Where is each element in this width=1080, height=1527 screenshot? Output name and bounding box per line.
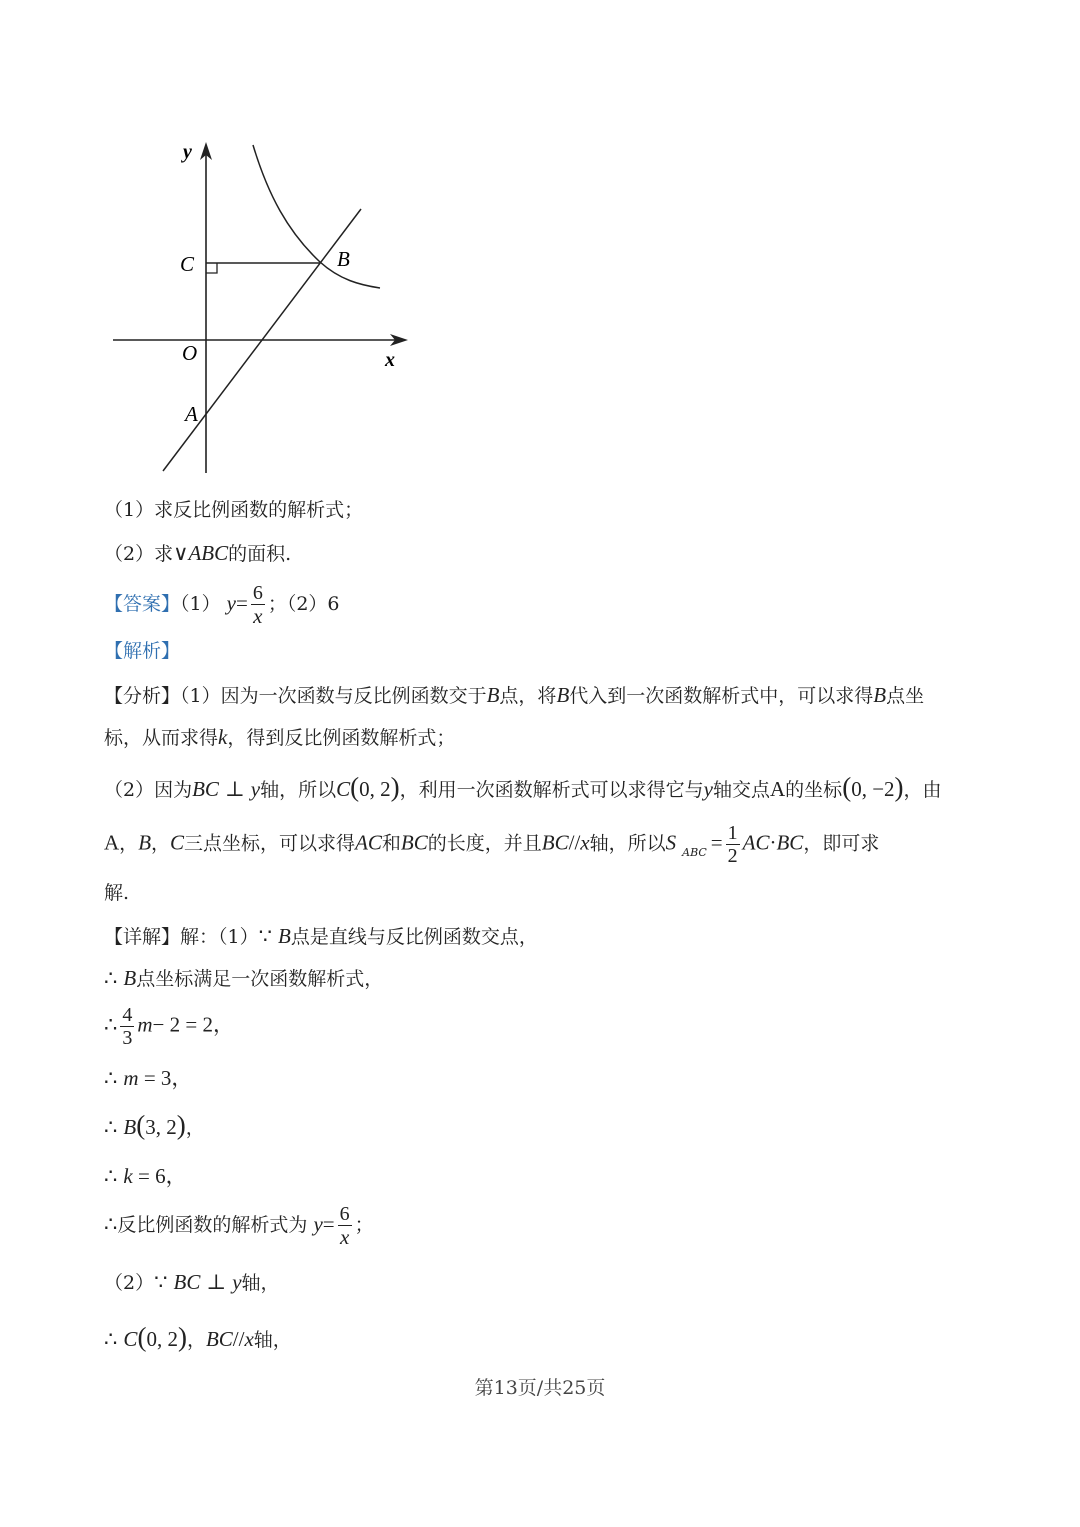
fenxi-l4-BC2: BC	[541, 830, 569, 855]
fenxi-l4-AC: AC	[355, 830, 382, 855]
detail-line-5	[104, 1112, 205, 1139]
detail-l7-therefore: ∴	[104, 1212, 118, 1237]
fenxi-l2-a: 标，从而求得	[104, 727, 219, 749]
detail-l3-den: 3	[122, 1027, 133, 1049]
question-1-text: （1）求反比例函数的解析式；	[104, 499, 364, 521]
detail-l7-num: 6	[339, 1203, 350, 1225]
fenxi-line-5	[104, 884, 129, 903]
fenxi-line-1	[104, 685, 924, 706]
detail-line-9	[104, 1324, 292, 1351]
fenxi-l3-open2: (	[842, 772, 852, 802]
fenxi-l1-b: 点，将	[499, 685, 557, 707]
detail-l8-b: 轴，	[241, 1272, 280, 1294]
fenxi-l4-AC2: AC	[742, 830, 770, 855]
detail-l1-because: ∵	[258, 924, 272, 948]
answer-fraction	[251, 582, 265, 628]
fenxi-l4-half-num: 1	[727, 822, 738, 844]
detail-l1-B: B	[278, 924, 291, 948]
answer-line	[104, 582, 340, 628]
detail-line-7	[104, 1203, 374, 1249]
fenxi-l4-comma1: ，	[119, 832, 139, 855]
fenxi-l1-a: 【分析】（1）因为一次函数与反比例函数交于	[104, 685, 487, 707]
fenxi-l4-parallel: //	[568, 830, 581, 855]
detail-l5-therefore: ∴	[104, 1115, 118, 1139]
detail-l5-vals: 3, 2	[145, 1115, 177, 1139]
fenxi-l1-B3: B	[873, 683, 887, 707]
fenxi-l3-y2: y	[703, 777, 713, 801]
detail-l5-B: B	[123, 1115, 137, 1139]
fenxi-l5: 解.	[104, 882, 130, 904]
fenxi-l3-C: C	[336, 777, 351, 801]
hyperbola-curve	[253, 145, 380, 288]
detail-l7-a: 反比例函数的解析式为	[117, 1214, 308, 1237]
fenxi-l1-B1: B	[486, 683, 500, 707]
label-y: y	[183, 141, 192, 163]
detail-l6-k: k	[123, 1164, 133, 1188]
detail-l9-c: 轴，	[253, 1329, 292, 1351]
fenxi-l4-half	[726, 822, 740, 867]
triangle-symbol: ∨	[173, 541, 189, 565]
detail-l3-therefore: ∴	[104, 1012, 118, 1037]
question-1	[104, 501, 363, 520]
detail-l7-y: y	[313, 1212, 323, 1237]
fenxi-l4-S-sub: ABC	[682, 845, 707, 859]
detail-l4-therefore: ∴	[104, 1066, 118, 1090]
fenxi-l3-A: A	[770, 777, 786, 801]
detail-l8-y: y	[232, 1270, 242, 1294]
detail-line-6	[104, 1166, 187, 1187]
fenxi-l4-c: 轴，所以	[589, 832, 666, 855]
fenxi-l1-B2: B	[556, 683, 570, 707]
detail-l4-rest: = 3，	[138, 1066, 193, 1090]
fenxi-l4-B: B	[138, 830, 152, 855]
label-o: O	[182, 341, 198, 365]
fenxi-l3-d: 轴交点	[712, 779, 770, 801]
fenxi-l3-y: y	[250, 777, 261, 801]
fenxi-l3-close1: )	[390, 772, 400, 802]
detail-l9-parallel: //	[232, 1327, 245, 1351]
q2-prefix: （2）求	[104, 543, 174, 565]
detail-l7-fraction	[338, 1203, 352, 1249]
detail-l8-a: （2）	[104, 1272, 155, 1294]
fenxi-l4-a: 三点坐标，可以求得	[184, 832, 356, 855]
label-x: x	[385, 349, 395, 371]
fenxi-l3-b: 轴，所以	[260, 779, 337, 801]
detail-line-3	[104, 1004, 234, 1049]
fenxi-line-3	[104, 774, 942, 801]
analysis-tag-text: 【解析】	[104, 640, 181, 662]
detail-l6-rest: = 6，	[132, 1164, 187, 1188]
answer-part2: ；（2）6	[267, 593, 340, 616]
answer-numerator: 6	[252, 582, 263, 604]
fenxi-l3-c: ，利用一次函数解析式可以求得它与	[399, 779, 704, 801]
detail-l5-end: ，	[185, 1117, 205, 1139]
detail-l6-therefore: ∴	[104, 1164, 118, 1188]
fenxi-l3-a: （2）因为	[104, 779, 193, 801]
question-2	[104, 543, 291, 564]
right-angle-mark	[206, 263, 217, 273]
detail-l2-therefore: ∴	[104, 966, 118, 990]
label-b: B	[337, 247, 350, 271]
detail-l3-m: m	[137, 1012, 153, 1037]
detail-l7-end: ；	[354, 1214, 374, 1237]
fenxi-l4-d: ，即可求	[803, 832, 880, 855]
detail-l8-BC: BC	[173, 1270, 201, 1294]
detail-l8-because: ∵	[154, 1270, 168, 1294]
fenxi-l4-BC3: BC	[776, 830, 804, 855]
detail-l9-x: x	[244, 1327, 254, 1351]
fenxi-l4-S: S	[665, 830, 677, 855]
fenxi-l1-d: 点坐	[886, 685, 925, 707]
answer-denominator: x	[253, 604, 263, 628]
detail-l5-close: )	[176, 1110, 186, 1140]
detail-l7-den: x	[339, 1225, 350, 1249]
analysis-tag	[104, 642, 180, 661]
detail-l4-m: m	[123, 1066, 139, 1090]
fenxi-l4-eq: =	[710, 830, 723, 855]
detail-l9-therefore: ∴	[104, 1327, 118, 1351]
detail-l1-b: 点是直线与反比例函数交点，	[290, 926, 538, 948]
detail-line-8	[104, 1272, 280, 1293]
page-number: 第13页/共25页	[474, 1377, 606, 1399]
fenxi-l4-b: 的长度，并且	[427, 832, 542, 855]
detail-l9-BC: BC	[205, 1327, 233, 1351]
fenxi-l3-coord1: 0, 2	[359, 777, 391, 801]
fenxi-l4-x: x	[580, 830, 590, 855]
fenxi-l4-half-den: 2	[727, 845, 738, 867]
label-c: C	[180, 252, 195, 276]
label-a: A	[185, 402, 198, 426]
fenxi-l4-A: A	[104, 830, 120, 855]
detail-l3-fraction	[120, 1004, 134, 1049]
detail-line-4	[104, 1068, 192, 1089]
detail-l2-B: B	[123, 966, 137, 990]
coordinate-figure	[0, 0, 1080, 500]
fenxi-l4-C: C	[170, 830, 185, 855]
fenxi-l3-f: ，由	[903, 779, 942, 801]
fenxi-l3-perp: ⊥	[224, 777, 245, 801]
answer-y: y	[226, 591, 236, 616]
fenxi-line-2	[104, 727, 455, 748]
answer-part1: （1）	[180, 593, 221, 616]
detail-l9-vals: 0, 2	[146, 1327, 178, 1351]
fenxi-l1-c: 代入到一次函数解析式中，可以求得	[569, 685, 874, 707]
fenxi-l2-k: k	[218, 725, 228, 749]
q2-suffix: 的面积.	[228, 543, 292, 565]
fenxi-l4-and: 和	[381, 832, 401, 855]
detail-l9-open: (	[137, 1322, 147, 1352]
detail-l9-close: )	[177, 1322, 187, 1352]
answer-tag: 【答案】	[104, 593, 181, 616]
fenxi-l4-dot: ·	[769, 830, 777, 855]
detail-line-1	[104, 926, 538, 947]
fenxi-l2-b: ，得到反比例函数解析式；	[227, 727, 456, 749]
detail-l7-eq: =	[322, 1212, 335, 1237]
detail-line-2	[104, 968, 383, 989]
detail-l3-num: 4	[122, 1004, 133, 1026]
fenxi-l3-e: 的坐标	[785, 779, 843, 801]
detail-l5-open: (	[136, 1110, 146, 1140]
q2-abc: ABC	[188, 541, 229, 565]
fenxi-l4-comma2: ，	[151, 832, 171, 855]
detail-tag: 【详解】解：（1）	[104, 926, 259, 948]
fenxi-l3-BC: BC	[192, 777, 219, 801]
detail-l9-C: C	[123, 1327, 138, 1351]
answer-eq: =	[235, 591, 248, 616]
fenxi-l3-close2: )	[894, 772, 904, 802]
detail-l8-perp: ⊥	[206, 1270, 227, 1294]
fenxi-line-4	[104, 822, 879, 867]
detail-l2-b: 点坐标满足一次函数解析式，	[136, 968, 384, 990]
fenxi-l3-coord2: 0, −2	[851, 777, 895, 801]
detail-l9-b: ，	[186, 1329, 206, 1351]
detail-l3-rest: − 2 = 2，	[152, 1012, 234, 1037]
page-footer	[0, 1373, 1080, 1400]
fenxi-l4-BC: BC	[400, 830, 428, 855]
fenxi-l3-open1: (	[350, 772, 360, 802]
